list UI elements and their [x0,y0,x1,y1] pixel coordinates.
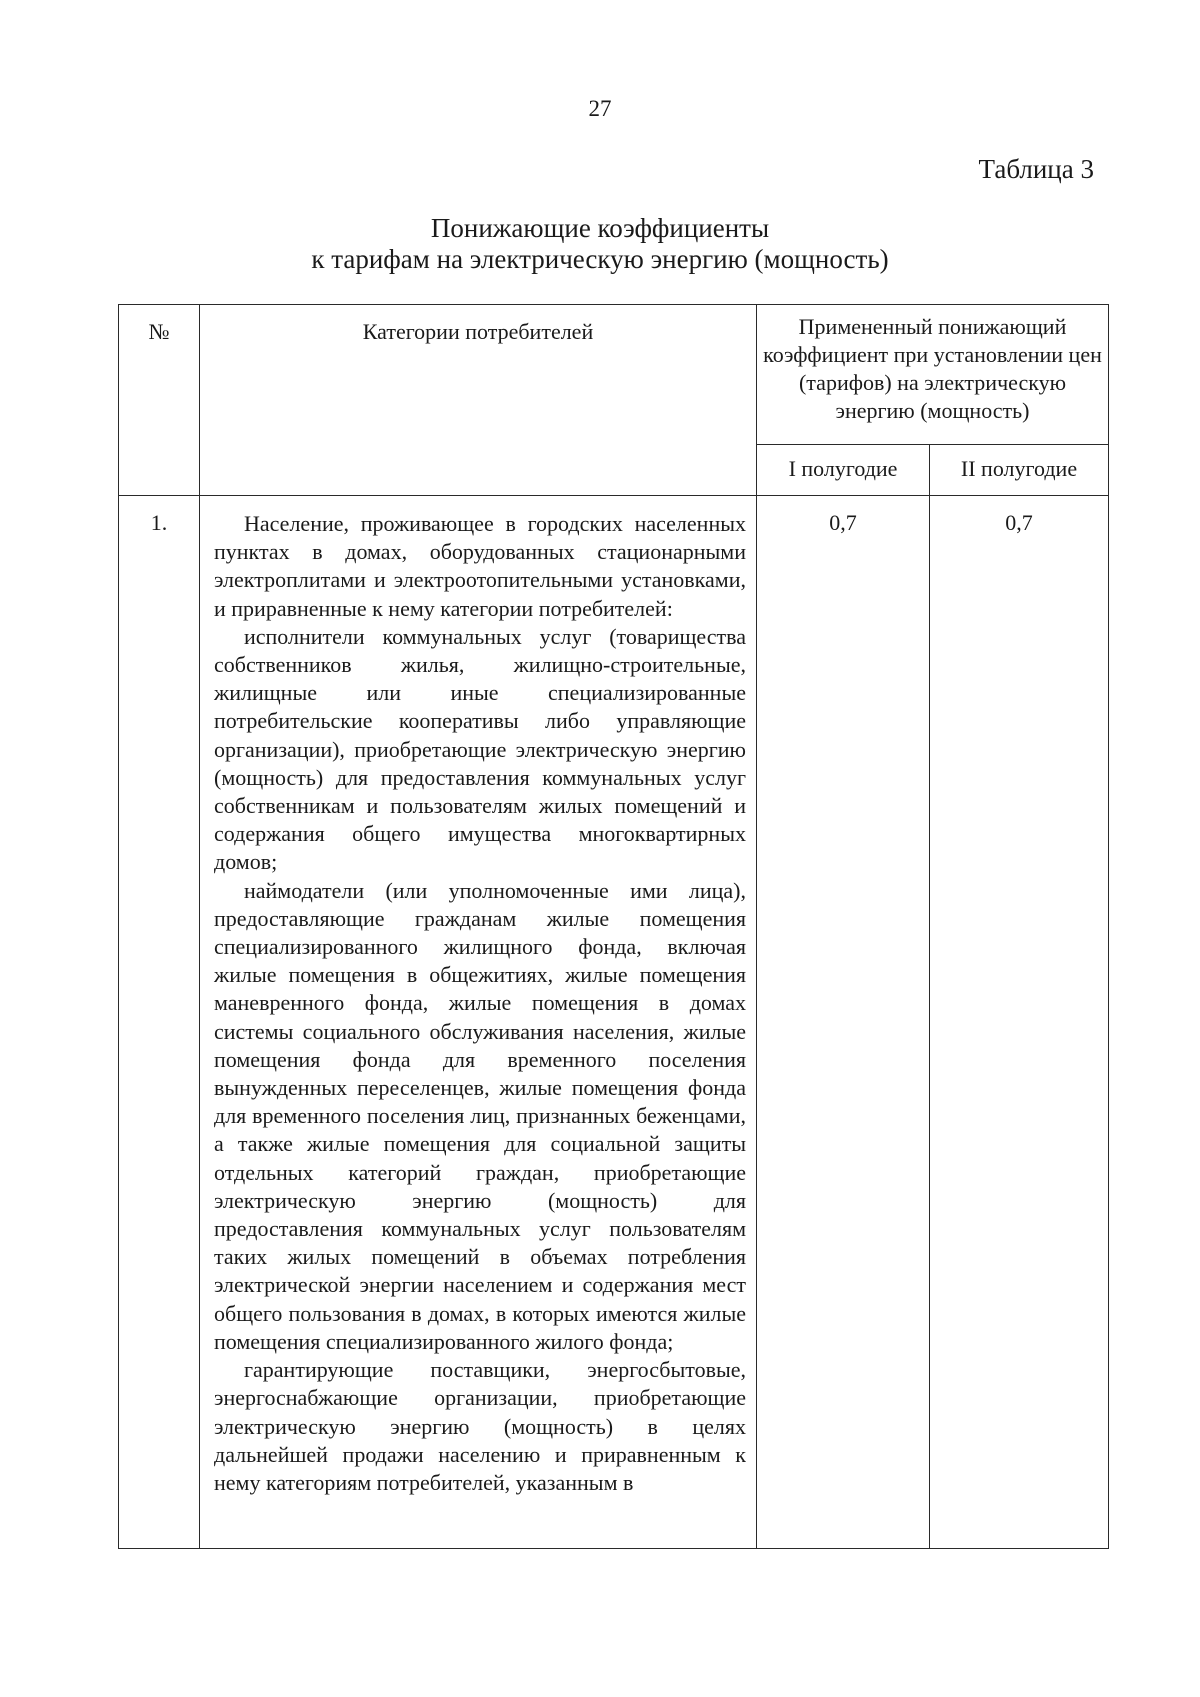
table-header-row [119,305,1109,445]
category-paragraph: наймодатели (или уполномоченные ими лица), предоставляющие гражданам жилые помещения специализированного жилищного фонда, включая жилые помещения в общежитиях, жилые помещения маневренного фонда, жилые помещения в домах системы социального обслуживания населения, жилые помещения фонда для временного поселения вынужденных переселенцев, жилые помещения фонда для временного поселения лиц, признанных беженцами, а также жилые помещения для социальной защиты отдельных категорий граждан, приобретающие электрическую энергию (мощность) для предоставления коммунальных услуг пользователям таких жилых помещений в объемах потребления электрической энергии населением и содержания мест общего пользования в домах, в которых имеются жилые помещения специализированного жилого фонда; [214,877,746,1354]
row-category [200,496,757,1549]
header-half-2: II полугодие [930,445,1109,496]
row-value-half-2: 0,7 [930,496,1109,1549]
header-number: № [119,305,200,496]
title-line-1: Понижающие коэффициенты [430,213,770,243]
coefficients-table [118,304,1109,1549]
document-title [0,213,1200,275]
header-half-1: I полугодие [757,445,930,496]
row-value-half-1: 0,7 [757,496,930,1549]
category-paragraph: гарантирующие поставщики, энергосбытовые, энергоснабжающие организации, приобретающие электрическую энергию (мощность) в целях дальнейшей продажи населению и приравненным к нему категориям потребителей, указанным в [214,1357,746,1495]
header-category: Категории потребителей [200,305,757,496]
title-line-2: к тарифам на электрическую энергию (мощность) [311,244,889,274]
category-paragraph: Население, проживающее в городских населенных пунктах в домах, оборудованных стационарными электроплитами и электроотопительными установками, и приравненные к нему категории потребителей: [214,511,746,621]
table-label: Таблица 3 [978,154,1094,184]
page-number: 27 [588,96,612,121]
row-number: 1. [119,496,200,1549]
category-paragraph: исполнители коммунальных услуг (товарищества собственников жилья, жилищно-строительные, жилищные или иные специализированные потребительские кооперативы либо управляющие организации), приобретающие электрическую энергию (мощность) для предоставления коммунальных услуг собственникам и пользователям жилых помещений и содержания общего имущества многоквартирных домов; [214,623,746,875]
header-coefficient: Примененный понижающий коэффициент при установлении цен (тарифов) на электрическую энергию (мощность) [757,305,1109,445]
table-row [119,496,1109,1549]
